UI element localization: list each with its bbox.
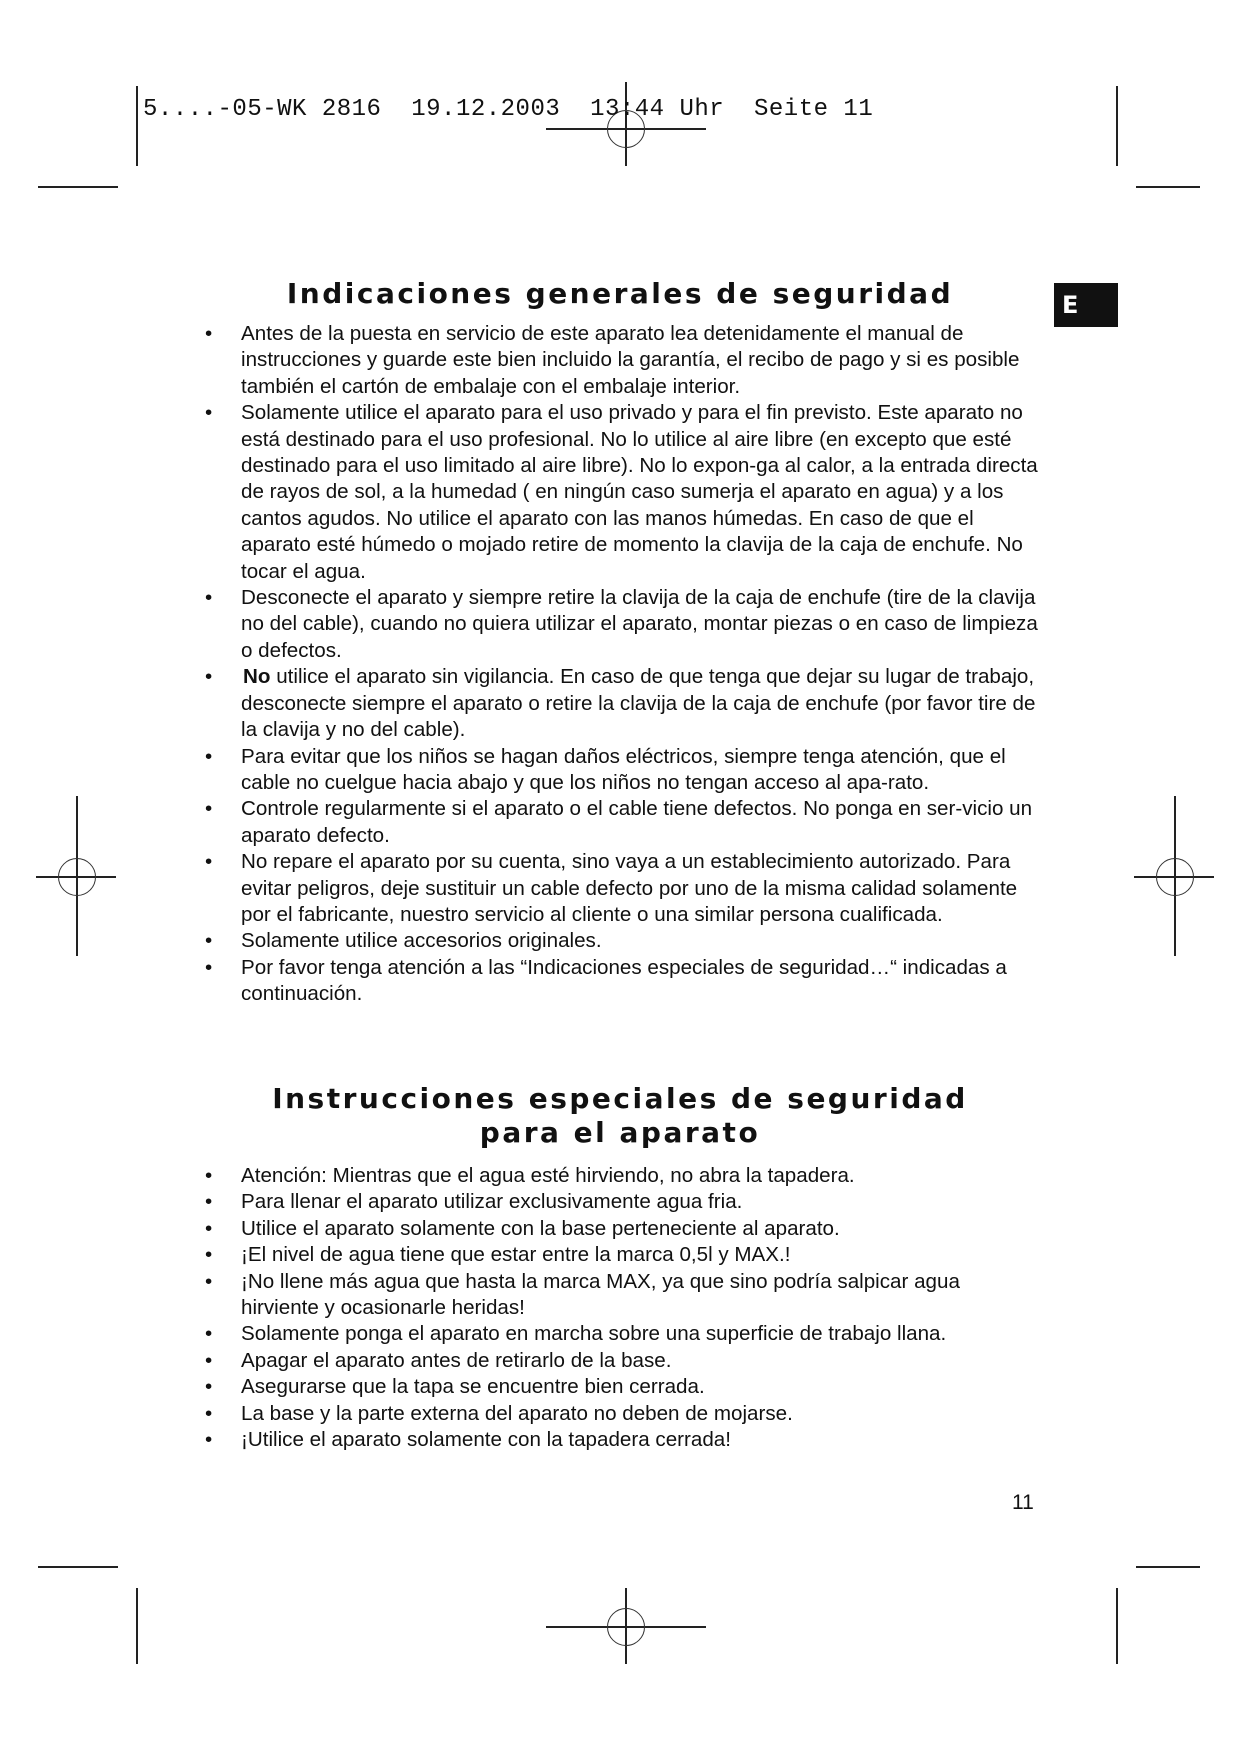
list-item-text: Asegurarse que la tapa se encuentre bien cerrada. (241, 1375, 705, 1399)
crop-mark-tr-v (1116, 86, 1118, 166)
list-item (202, 928, 1042, 954)
list-item (202, 1401, 1042, 1427)
bullet-icon: • (205, 929, 213, 953)
bullet-icon: • (205, 1375, 213, 1399)
page-number: 11 (1012, 1491, 1034, 1514)
list-item-text: ¡Utilice el aparato solamente con la tapadera cerrada! (241, 1428, 731, 1452)
list-item (202, 1427, 1042, 1453)
list-item (202, 796, 1042, 849)
bullet-icon: • (205, 1216, 213, 1240)
list-item-text: ¡No llene más agua que hasta la marca MAX, ya que sino podría salpicar agua hirviente y ocasionarle heridas! (241, 1269, 960, 1320)
crop-mark-bl-v (136, 1588, 138, 1664)
list-item (202, 955, 1042, 1008)
list-item (202, 585, 1042, 664)
bullet-icon: • (205, 1164, 213, 1187)
bullet-icon: • (205, 1243, 213, 1267)
general-safety-list (202, 321, 1042, 1008)
general-safety-title: Indicaciones generales de seguridad (286, 277, 954, 310)
language-tab: E (1054, 283, 1118, 327)
reg-mark-right-circle (1156, 858, 1194, 896)
list-item-text: Para llenar el aparato utilizar exclusivamente agua fria. (241, 1190, 743, 1214)
special-safety-title-line2: para el aparato (479, 1116, 761, 1149)
bold-no-word: No (243, 665, 271, 689)
list-item-text: Solamente ponga el aparato en marcha sobre una superficie de trabajo llana. (241, 1322, 947, 1346)
list-item-text: Controle regularmente si el aparato o el cable tiene defectos. No ponga en ser-vicio un aparato defecto. (241, 797, 1033, 847)
bullet-icon: • (205, 744, 213, 768)
crop-mark-br-h (1136, 1566, 1200, 1568)
list-item-text: Solamente utilice accesorios originales. (241, 929, 602, 953)
bullet-icon: • (205, 586, 213, 610)
crop-mark-bl-h (38, 1566, 118, 1568)
bullet-icon: • (205, 1269, 213, 1293)
bullet-icon: • (205, 1428, 213, 1452)
crop-mark-tr-h (1136, 186, 1200, 188)
list-item (202, 1348, 1042, 1374)
list-item (202, 1242, 1042, 1268)
bullet-icon: • (205, 955, 213, 979)
bullet-icon: • (205, 1322, 213, 1346)
list-item (202, 849, 1042, 928)
list-item (202, 1269, 1042, 1322)
crop-mark-br-v (1116, 1588, 1118, 1664)
list-item-text: Desconecte el aparato y siempre retire la clavija de la caja de enchufe (tire de la clavija no del cable), cuando no quiera utilizar el aparato, montar piezas o en caso de limpieza o defectos. (241, 586, 1038, 662)
bullet-icon: • (205, 401, 213, 425)
crop-mark-tl-v (136, 86, 138, 166)
list-item (202, 744, 1042, 797)
bullet-icon: • (205, 1190, 213, 1214)
print-slug-header: 5....-05-WK 2816 19.12.2003 13:44 Uhr Seite 11 (143, 96, 874, 123)
list-item (202, 1163, 1042, 1189)
list-item (202, 1189, 1042, 1215)
list-item-text: No repare el aparato por su cuenta, sino vaya a un establecimiento autorizado. Para evitar peligros, deje sustituir un cable defecto por uno de la misma calidad solamente por el fabricante, nuestro servicio al cliente o una similar persona cualificada. (241, 850, 1018, 926)
list-item-text: Para evitar que los niños se hagan daños eléctricos, siempre tenga atención, que el cable no cuelgue hacia abajo y que los niños no tengan acceso al apa-rato. (241, 744, 1006, 794)
bullet-icon: • (205, 797, 213, 821)
list-item (202, 1216, 1042, 1242)
list-item (202, 664, 1042, 743)
list-item-text: Solamente utilice el aparato para el uso privado y para el fin previsto. Este aparato no está destinado para el uso profesional. No lo utilice al aire libre (en excepto que esté destinado para el uso limitado al aire libre). No lo expon-ga al calor, a la entrada directa de rayos de sol, a la humedad ( en ningún caso sumerja el aparato en agua) y a los cantos agudos. No utilice el aparato con las manos húmedas. En caso de que el aparato esté húmedo o mojado retire de momento la clavija de la caja de enchufe. No tocar el agua. (241, 401, 1038, 583)
list-item (202, 1321, 1042, 1347)
list-item-text: Apagar el aparato antes de retirarlo de la base. (241, 1348, 672, 1372)
list-item-text: Utilice el aparato solamente con la base perteneciente al aparato. (241, 1216, 840, 1240)
reg-mark-bottom-circle (607, 1608, 645, 1646)
bullet-icon: • (205, 322, 213, 345)
reg-mark-left-circle (58, 858, 96, 896)
bullet-icon: • (205, 1401, 213, 1425)
list-item (202, 1374, 1042, 1400)
bullet-icon: • (205, 1348, 213, 1372)
list-item (202, 400, 1042, 585)
list-item (202, 321, 1042, 400)
special-safety-title-line1: Instrucciones especiales de seguridad (272, 1082, 968, 1115)
special-safety-list (202, 1163, 1042, 1453)
list-item-text: Por favor tenga atención a las “Indicaciones especiales de seguridad…“ indicadas a continuación. (241, 955, 1007, 1006)
list-item-text: Antes de la puesta en servicio de este aparato lea detenidamente el manual de instrucciones y guarde este bien incluido la garantía, el recibo de pago y si es posible también el cartón de embalaje con el embalaje interior. (241, 322, 1020, 398)
list-item-text: ¡El nivel de agua tiene que estar entre la marca 0,5l y MAX.! (241, 1243, 791, 1267)
crop-mark-tl-h (38, 186, 118, 188)
list-item-text: La base y la parte externa del aparato no deben de mojarse. (241, 1401, 793, 1425)
bullet-icon: • (205, 850, 213, 874)
list-item-text: Atención: Mientras que el agua esté hirviendo, no abra la tapadera. (241, 1164, 855, 1187)
list-item-text: utilice el aparato sin vigilancia. En caso de que tenga que dejar su lugar de trabajo, desconecte siempre el aparato o retire la clavija de la caja de enchufe (por favor tire de la clavija y no del cable). (241, 665, 1036, 742)
bullet-icon: • (205, 665, 213, 689)
